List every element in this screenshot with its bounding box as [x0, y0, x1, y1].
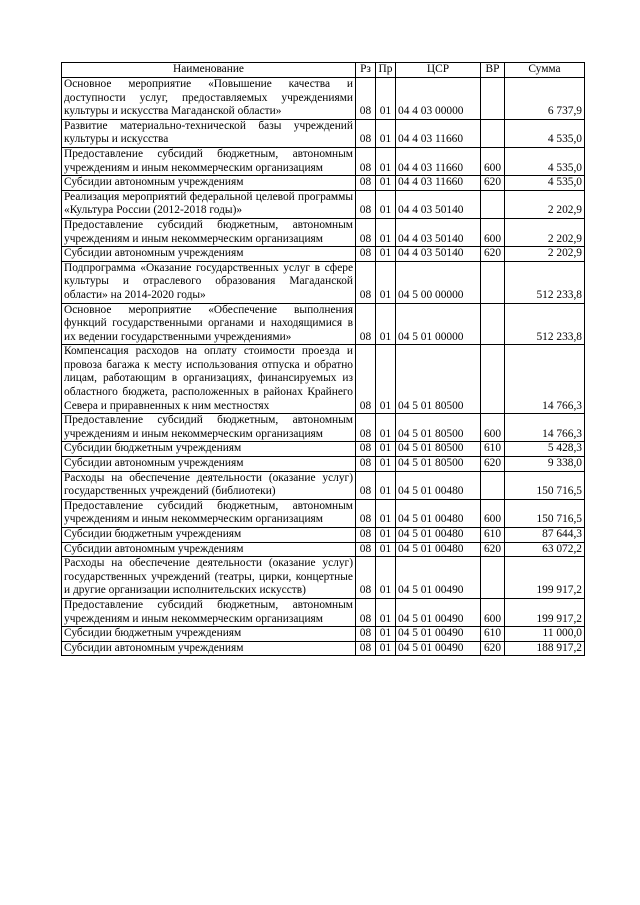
cell-sum: 150 716,5 [505, 499, 585, 527]
header-rz: Рз [356, 63, 376, 78]
cell-sum: 199 917,2 [505, 598, 585, 626]
cell-pr: 01 [376, 499, 396, 527]
table-row [62, 442, 585, 457]
cell-sum: 5 428,3 [505, 442, 585, 457]
cell-pr: 01 [376, 471, 396, 499]
cell-sum: 14 766,3 [505, 345, 585, 414]
cell-pr: 01 [376, 641, 396, 656]
cell-name: Субсидии автономным учреждениям [62, 542, 356, 557]
cell-name: Предоставление субсидий бюджетным, автономным учреждениям и иным некоммерческим организациям [62, 218, 356, 246]
cell-rz: 08 [356, 442, 376, 457]
cell-sum: 14 766,3 [505, 414, 585, 442]
table-row [62, 542, 585, 557]
cell-rz: 08 [356, 542, 376, 557]
cell-csr: 04 5 01 80500 [396, 442, 481, 457]
cell-name: Предоставление субсидий бюджетным, автономным учреждениям и иным некоммерческим организациям [62, 147, 356, 175]
table-row [62, 471, 585, 499]
cell-name: Предоставление субсидий бюджетным, автономным учреждениям и иным некоммерческим организациям [62, 414, 356, 442]
cell-vr [481, 303, 505, 345]
header-vr: ВР [481, 63, 505, 78]
table-row [62, 627, 585, 642]
cell-rz: 08 [356, 78, 376, 120]
table-row [62, 414, 585, 442]
cell-rz: 08 [356, 176, 376, 191]
cell-vr [481, 557, 505, 599]
cell-vr: 620 [481, 641, 505, 656]
cell-name: Расходы на обеспечение деятельности (оказание услуг) государственных учреждений (театры, цирки, концертные и другие организации исполнительских искусств) [62, 557, 356, 599]
cell-pr: 01 [376, 457, 396, 472]
cell-rz: 08 [356, 190, 376, 218]
cell-csr: 04 5 01 00490 [396, 641, 481, 656]
cell-csr: 04 5 01 80500 [396, 345, 481, 414]
cell-rz: 08 [356, 147, 376, 175]
cell-vr: 620 [481, 457, 505, 472]
cell-name: Основное мероприятие «Повышение качества и доступности услуг, предоставляемых учреждениями культуры и искусства Магаданской области» [62, 78, 356, 120]
cell-sum: 188 917,2 [505, 641, 585, 656]
cell-name: Основное мероприятие «Обеспечение выполнения функций государственными органами и находящимися в их ведении государственными учреждениями» [62, 303, 356, 345]
cell-name: Подпрограмма «Оказание государственных услуг в сфере культуры и отраслевого образования Магаданской области» на 2014-2020 годы» [62, 261, 356, 303]
header-pr: Пр [376, 63, 396, 78]
cell-pr: 01 [376, 218, 396, 246]
cell-sum: 63 072,2 [505, 542, 585, 557]
cell-name: Субсидии бюджетным учреждениям [62, 442, 356, 457]
cell-vr: 600 [481, 598, 505, 626]
cell-rz: 08 [356, 528, 376, 543]
cell-rz: 08 [356, 414, 376, 442]
cell-rz: 08 [356, 499, 376, 527]
cell-name: Субсидии бюджетным учреждениям [62, 528, 356, 543]
cell-pr: 01 [376, 414, 396, 442]
cell-vr: 600 [481, 414, 505, 442]
cell-pr: 01 [376, 528, 396, 543]
table-row [62, 218, 585, 246]
cell-vr: 600 [481, 147, 505, 175]
cell-vr [481, 78, 505, 120]
cell-vr: 620 [481, 176, 505, 191]
cell-csr: 04 5 01 00490 [396, 598, 481, 626]
header-csr: ЦСР [396, 63, 481, 78]
cell-name: Субсидии автономным учреждениям [62, 176, 356, 191]
budget-table [61, 62, 585, 656]
cell-sum: 11 000,0 [505, 627, 585, 642]
table-row [62, 598, 585, 626]
cell-name: Субсидии автономным учреждениям [62, 641, 356, 656]
cell-csr: 04 5 01 80500 [396, 414, 481, 442]
cell-rz: 08 [356, 641, 376, 656]
cell-pr: 01 [376, 119, 396, 147]
cell-csr: 04 4 03 11660 [396, 119, 481, 147]
cell-sum: 512 233,8 [505, 261, 585, 303]
cell-rz: 08 [356, 627, 376, 642]
cell-pr: 01 [376, 247, 396, 262]
cell-pr: 01 [376, 78, 396, 120]
table-row [62, 119, 585, 147]
cell-csr: 04 5 01 00480 [396, 528, 481, 543]
table-row [62, 176, 585, 191]
cell-sum: 4 535,0 [505, 119, 585, 147]
table-row [62, 261, 585, 303]
table-body [62, 78, 585, 656]
table-row [62, 557, 585, 599]
cell-rz: 08 [356, 303, 376, 345]
cell-rz: 08 [356, 247, 376, 262]
cell-csr: 04 5 01 00000 [396, 303, 481, 345]
cell-vr: 610 [481, 442, 505, 457]
cell-name: Компенсация расходов на оплату стоимости проезда и провоза багажа к месту использования отпуска и обратно лицам, работающим в организациях, финансируемых из областного бюджета, расположенных в районах Крайнего Севера и приравненных к ним местностях [62, 345, 356, 414]
cell-rz: 08 [356, 218, 376, 246]
cell-csr: 04 5 01 80500 [396, 457, 481, 472]
cell-vr [481, 345, 505, 414]
cell-rz: 08 [356, 261, 376, 303]
cell-csr: 04 4 03 11660 [396, 147, 481, 175]
cell-csr: 04 4 03 50140 [396, 218, 481, 246]
cell-sum: 150 716,5 [505, 471, 585, 499]
cell-rz: 08 [356, 598, 376, 626]
cell-rz: 08 [356, 457, 376, 472]
cell-pr: 01 [376, 303, 396, 345]
cell-sum: 2 202,9 [505, 190, 585, 218]
cell-csr: 04 4 03 00000 [396, 78, 481, 120]
cell-name: Субсидии бюджетным учреждениям [62, 627, 356, 642]
cell-rz: 08 [356, 471, 376, 499]
cell-sum: 2 202,9 [505, 218, 585, 246]
cell-pr: 01 [376, 176, 396, 191]
header-name: Наименование [62, 63, 356, 78]
header-row [62, 63, 585, 78]
cell-name: Развитие материально-технической базы учреждений культуры и искусства [62, 119, 356, 147]
table-row [62, 78, 585, 120]
cell-sum: 6 737,9 [505, 78, 585, 120]
cell-sum: 4 535,0 [505, 147, 585, 175]
cell-pr: 01 [376, 627, 396, 642]
cell-vr [481, 190, 505, 218]
cell-sum: 512 233,8 [505, 303, 585, 345]
cell-rz: 08 [356, 557, 376, 599]
cell-vr [481, 261, 505, 303]
cell-vr: 600 [481, 218, 505, 246]
cell-pr: 01 [376, 442, 396, 457]
table-row [62, 345, 585, 414]
cell-pr: 01 [376, 147, 396, 175]
cell-csr: 04 5 01 00480 [396, 471, 481, 499]
cell-sum: 9 338,0 [505, 457, 585, 472]
cell-sum: 87 644,3 [505, 528, 585, 543]
cell-csr: 04 5 01 00480 [396, 542, 481, 557]
cell-vr: 610 [481, 627, 505, 642]
table-row [62, 190, 585, 218]
cell-csr: 04 4 03 50140 [396, 247, 481, 262]
cell-name: Субсидии автономным учреждениям [62, 247, 356, 262]
table-row [62, 303, 585, 345]
cell-pr: 01 [376, 598, 396, 626]
cell-vr: 600 [481, 499, 505, 527]
cell-csr: 04 5 01 00490 [396, 627, 481, 642]
cell-sum: 4 535,0 [505, 176, 585, 191]
cell-name: Предоставление субсидий бюджетным, автономным учреждениям и иным некоммерческим организациям [62, 598, 356, 626]
cell-vr: 620 [481, 247, 505, 262]
table-row [62, 641, 585, 656]
cell-name: Расходы на обеспечение деятельности (оказание услуг) государственных учреждений (библиотеки) [62, 471, 356, 499]
cell-rz: 08 [356, 345, 376, 414]
cell-pr: 01 [376, 542, 396, 557]
cell-csr: 04 4 03 11660 [396, 176, 481, 191]
cell-name: Предоставление субсидий бюджетным, автономным учреждениям и иным некоммерческим организациям [62, 499, 356, 527]
table-row [62, 247, 585, 262]
cell-csr: 04 4 03 50140 [396, 190, 481, 218]
table-row [62, 499, 585, 527]
cell-csr: 04 5 01 00490 [396, 557, 481, 599]
table-row [62, 457, 585, 472]
cell-vr [481, 119, 505, 147]
cell-name: Субсидии автономным учреждениям [62, 457, 356, 472]
cell-name: Реализация мероприятий федеральной целевой программы «Культура России (2012-2018 годы)» [62, 190, 356, 218]
cell-sum: 2 202,9 [505, 247, 585, 262]
cell-pr: 01 [376, 190, 396, 218]
cell-csr: 04 5 01 00480 [396, 499, 481, 527]
cell-pr: 01 [376, 261, 396, 303]
cell-vr [481, 471, 505, 499]
cell-vr: 620 [481, 542, 505, 557]
table-header [62, 63, 585, 78]
cell-pr: 01 [376, 557, 396, 599]
cell-vr: 610 [481, 528, 505, 543]
cell-rz: 08 [356, 119, 376, 147]
cell-csr: 04 5 00 00000 [396, 261, 481, 303]
cell-sum: 199 917,2 [505, 557, 585, 599]
cell-pr: 01 [376, 345, 396, 414]
table-row [62, 147, 585, 175]
header-sum: Сумма [505, 63, 585, 78]
table-row [62, 528, 585, 543]
